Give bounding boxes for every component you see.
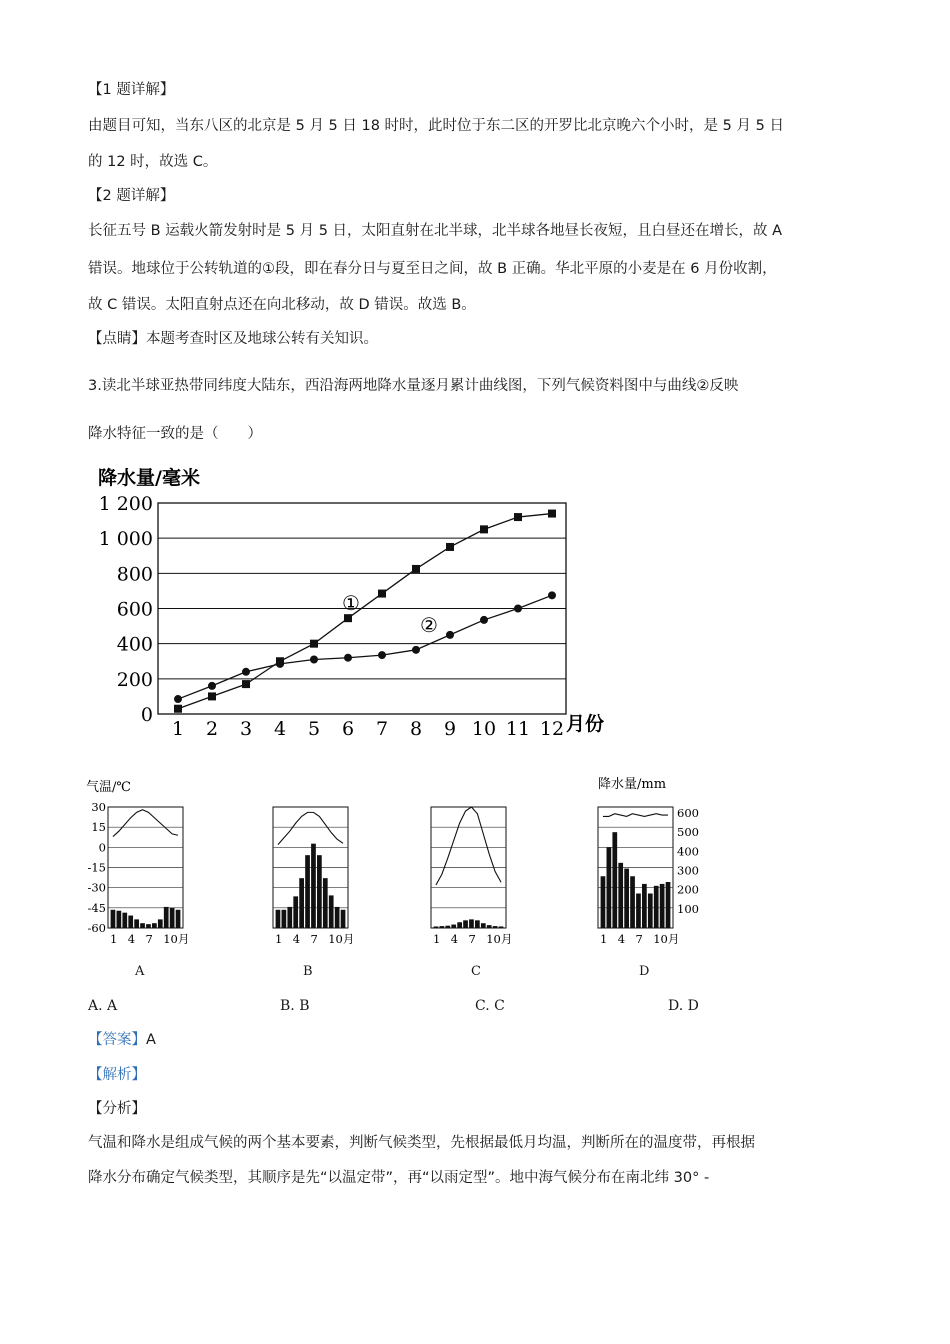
precip-bar [122, 913, 127, 928]
precip-bar [434, 926, 439, 928]
month-tick-label: 4 [617, 932, 626, 946]
precip-bar [445, 926, 450, 928]
series-1-point [242, 680, 250, 688]
temp-curve [113, 810, 178, 837]
precip-bar [630, 876, 635, 928]
month-tick-label: 7 [468, 932, 476, 946]
section-heading-1: 【1 题详解】 [88, 82, 175, 98]
month-tick-label: 10月 [163, 932, 190, 946]
month-tick-label: 4 [450, 932, 459, 946]
precip-bar [282, 910, 287, 928]
option-a[interactable]: A. A [88, 998, 118, 1014]
precip-bar [618, 863, 623, 928]
series-2-point [310, 655, 318, 663]
paragraph-line: 降水分布确定气候类型，其顺序是先“以温定带”，再“以雨定型”。地中海气候分布在南北纬 30° - [88, 1170, 710, 1186]
series-1-point [378, 590, 386, 598]
precip-bar [176, 910, 181, 928]
precip-bar [607, 848, 612, 929]
paragraph-line: 长征五号 B 运载火箭发射时是 5 月 5 日，太阳直射在北半球，北半球各地昼长夜短，且白昼还在增长，故 A [88, 223, 783, 239]
precip-bar [329, 895, 334, 928]
option-b[interactable]: B. B [280, 998, 310, 1014]
series-2-point [378, 651, 386, 659]
precip-bar [158, 919, 163, 928]
temp-tick-label: -60 [87, 921, 106, 935]
precip-bar [666, 882, 671, 928]
precip-bar [117, 911, 122, 928]
precip-bar [293, 896, 298, 928]
precip-tick-label: 200 [677, 882, 699, 897]
chart-caption-b: B [303, 964, 313, 979]
series-1-point [548, 510, 556, 518]
y-tick-label: 400 [116, 633, 153, 656]
precip-bar [601, 876, 606, 928]
x-tick-label: 8 [409, 718, 423, 740]
y-tick-label: 0 [140, 704, 153, 726]
precip-bar [440, 926, 445, 928]
temp-curve [603, 814, 668, 817]
precip-tick-label: 100 [677, 901, 699, 916]
series-2-point [514, 605, 522, 613]
chart-caption-a: A [135, 964, 145, 979]
answer-value: A [146, 1032, 156, 1048]
answer-row [88, 1030, 156, 1050]
option-c[interactable]: C. C [475, 998, 505, 1014]
series-2-point [276, 660, 284, 668]
answer-label: 【答案】 [88, 1032, 146, 1048]
precip-bar [612, 832, 617, 928]
temp-tick-label: -15 [87, 860, 106, 875]
y-tick-label: 600 [116, 598, 153, 621]
precip-bar [341, 910, 346, 928]
precip-bar [624, 869, 629, 928]
series-1-point [344, 614, 352, 622]
precip-bar [299, 878, 304, 928]
series-2-point [242, 668, 250, 676]
fenxi-label: 【分析】 [88, 1101, 146, 1117]
temp-axis-label: 气温/℃ [86, 780, 131, 795]
x-tick-label: 2 [205, 718, 219, 740]
precip-bar [134, 919, 139, 928]
month-tick-label: 10月 [653, 932, 680, 946]
temp-tick-label: 30 [91, 800, 106, 814]
climate-chart-c [431, 807, 512, 946]
climate-chart-d [598, 807, 679, 946]
precip-bar [140, 923, 145, 928]
paragraph-line: 由题目可知，当东八区的北京是 5 月 5 日 18 时时，此时位于东二区的开罗比北京晚六个小时，是 5 月 5 日 [88, 118, 784, 134]
paragraph-line: 的 12 时，故选 C。 [88, 154, 218, 170]
precip-bar [111, 910, 116, 928]
option-d[interactable]: D. D [668, 998, 699, 1014]
series-1-point [514, 513, 522, 521]
x-tick-label: 10 [471, 718, 497, 740]
precip-bar [335, 907, 340, 928]
temp-tick-label: -30 [87, 880, 106, 895]
x-tick-label: 12 [539, 718, 565, 740]
month-tick-label: 4 [292, 932, 301, 946]
climate-chart-a [108, 807, 189, 946]
series-2-label: ② [420, 613, 438, 637]
series-1-point [208, 692, 216, 700]
cumulative-precipitation-chart [88, 460, 648, 750]
series-2-point [446, 631, 454, 639]
month-tick-label: 4 [127, 932, 136, 946]
precip-bar [311, 844, 316, 928]
temp-tick-label: -45 [87, 900, 106, 915]
precip-bar [493, 926, 498, 928]
key-point: 【点睛】本题考查时区及地球公转有关知识。 [88, 331, 378, 347]
y-tick-label: 1 000 [98, 528, 153, 551]
series-1-line [178, 514, 552, 709]
y-tick-label: 800 [116, 563, 153, 586]
series-1-point [480, 525, 488, 533]
month-tick-label: 7 [310, 932, 318, 946]
precip-bar [487, 925, 492, 928]
series-1-point [310, 640, 318, 648]
chart-caption-c: C [471, 964, 481, 979]
x-tick-label: 1 [171, 718, 185, 740]
precip-bar [469, 919, 474, 928]
y-tick-label: 1 200 [98, 493, 153, 515]
precip-bar [170, 908, 175, 928]
precip-bar [660, 884, 665, 928]
precip-bar [475, 920, 480, 928]
month-tick-label: 7 [635, 932, 643, 946]
precip-tick-label: 600 [677, 806, 699, 820]
x-tick-label: 5 [307, 718, 321, 740]
series-1-point [174, 705, 182, 713]
climate-chart-b [273, 807, 354, 946]
paragraph-line: 故 C 错误。太阳直射点还在向北移动，故 D 错误。故选 B。 [88, 297, 476, 313]
month-tick-label: 1 [109, 932, 118, 946]
precip-bar [305, 855, 310, 928]
temp-tick-label: 0 [98, 840, 106, 855]
series-1-point [446, 543, 454, 551]
precip-bar [499, 926, 504, 928]
series-1-label: ① [342, 591, 360, 615]
precip-bar [276, 910, 281, 928]
temp-curve [436, 807, 501, 885]
series-1-point [412, 565, 420, 573]
precip-bar [457, 922, 462, 928]
month-tick-label: 7 [145, 932, 153, 946]
month-tick-label: 1 [274, 932, 283, 946]
precip-bar [648, 894, 653, 929]
x-tick-label: 9 [443, 718, 457, 740]
precip-tick-label: 300 [677, 863, 699, 878]
series-2-point [344, 654, 352, 662]
section-heading-2: 【2 题详解】 [88, 188, 175, 204]
precip-tick-label: 500 [677, 825, 699, 840]
temp-tick-label: 15 [91, 820, 106, 835]
precip-bar [451, 925, 456, 928]
precip-bar [128, 916, 133, 928]
month-tick-label: 10月 [486, 932, 513, 946]
precip-bar [164, 907, 169, 928]
series-2-point [548, 591, 556, 599]
question-3-text: 降水特征一致的是（ ） [88, 426, 262, 442]
precip-axis-label: 降水量/mm [598, 777, 667, 792]
paragraph-line: 错误。地球位于公转轨道的①段，即在春分日与夏至日之间，故 B 正确。华北平原的小麦是在 6 月份收割， [88, 261, 777, 277]
month-tick-label: 1 [599, 932, 608, 946]
x-tick-label: 3 [239, 718, 253, 740]
precip-bar [146, 924, 151, 928]
precip-bar [654, 886, 659, 928]
series-2-line [178, 595, 552, 699]
precip-bar [287, 907, 292, 928]
precip-bar [152, 923, 157, 928]
precip-bar [317, 855, 322, 928]
y-axis-label: 降水量/毫米 [98, 467, 200, 489]
x-tick-label: 7 [375, 718, 389, 740]
x-tick-label: 4 [273, 718, 287, 740]
precip-tick-label: 400 [677, 844, 699, 859]
precip-bar [323, 878, 328, 928]
precip-bar [642, 884, 647, 928]
series-2-point [174, 695, 182, 703]
month-tick-label: 1 [432, 932, 441, 946]
chart-caption-d: D [639, 964, 650, 979]
climate-charts-row [86, 775, 726, 950]
temp-curve [278, 812, 343, 844]
series-2-point [208, 682, 216, 690]
series-2-point [412, 646, 420, 654]
analysis-label: 【解析】 [88, 1067, 146, 1083]
paragraph-line: 气温和降水是组成气候的两个基本要素，判断气候类型，先根据最低月均温，判断所在的温度带，再根据 [88, 1135, 755, 1151]
x-tick-label: 6 [341, 718, 355, 740]
series-2-point [480, 616, 488, 624]
precip-bar [636, 894, 641, 929]
precip-bar [481, 923, 486, 928]
precip-bar [463, 920, 468, 928]
x-tick-label: 11 [505, 718, 531, 740]
question-3-text: 3.读北半球亚热带同纬度大陆东，西沿海两地降水量逐月累计曲线图，下列气候资料图中与曲线②反映 [88, 378, 739, 394]
y-tick-label: 200 [116, 668, 153, 691]
x-axis-label: 月份 [566, 713, 605, 735]
month-tick-label: 10月 [328, 932, 355, 946]
